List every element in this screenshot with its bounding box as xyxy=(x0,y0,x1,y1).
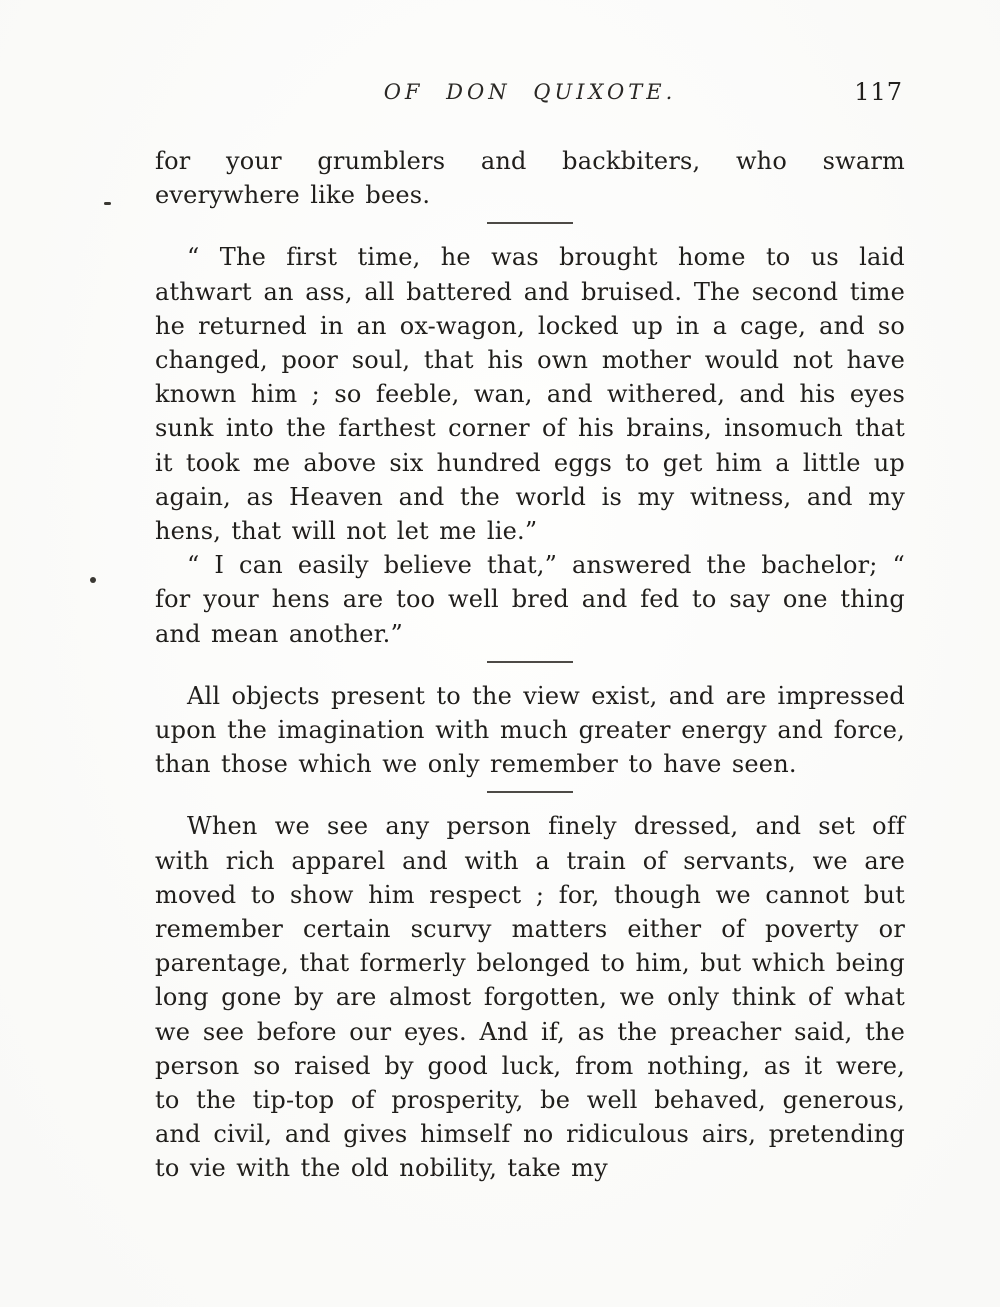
paragraph-quote-bachelor: “ I can easily believe that,” answered the bachelor; “ for your hens are too well bred and fed to say one thing and mean another.” xyxy=(155,551,905,648)
page-header xyxy=(155,80,905,112)
paragraph-reflection-dress: When we see any person finely dressed, and set off with rich apparel and with a train of servants, we are moved to show him respect ; for, though we cannot but remember certain scurvy matters either of poverty or parentage, that formerly belonged to him, but which being long gone by are almost forgotten, we only think of what we see before our eyes. And if, as the preacher said, the person so raised by good luck, from nothing, as it were, to the tip-top of prosperity, be well behaved, generous, and civil, and gives himself no ridiculous airs, pretending to vie with the old nobility, take my xyxy=(155,812,905,1183)
text-block xyxy=(155,144,905,1186)
section-divider xyxy=(487,791,573,793)
paragraph-continuation: for your grumblers and backbiters, who swarm everywhere like bees. xyxy=(155,147,905,210)
paragraph-quote-housekeeper: “ The first time, he was brought home to us laid athwart an ass, all battered and bruised. The second time he returned in an ox-wagon, locked up in a cage, and so changed, poor soul, that his own mother would not have known him ; so feeble, wan, and withered, and his eyes sunk into the farthest corner of his brains, insomuch that it took me above six hundred eggs to get him a little up again, as Heaven and the world is my witness, and my hens, that will not let me lie.” xyxy=(155,243,905,546)
page-number: 117 xyxy=(854,78,903,106)
section-divider xyxy=(487,661,573,663)
running-title: OF DON QUIXOTE. xyxy=(383,80,677,104)
ink-speck xyxy=(104,202,111,205)
section-divider xyxy=(487,222,573,224)
paragraph-reflection-objects: All objects present to the view exist, and are impressed upon the imagination with much greater energy and force, than those which we only remember to have seen. xyxy=(155,681,905,779)
ink-speck xyxy=(90,577,96,583)
